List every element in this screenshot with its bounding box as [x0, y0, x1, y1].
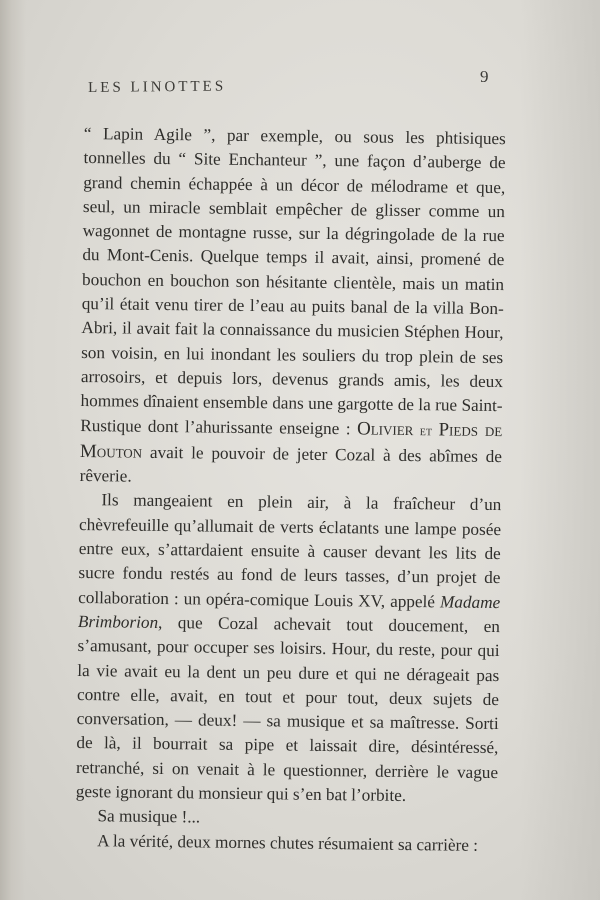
running-head: LES LINOTTES	[88, 78, 227, 96]
paragraph-3: Sa musique !...	[97, 806, 201, 827]
paragraph-2	[76, 488, 502, 809]
sign-et: et	[419, 423, 433, 439]
sign-pieds-de-mouton: Pieds de Mouton	[79, 418, 503, 463]
paragraph-1-end: avait le pouvoir de jeter Cozal à des abîmes de rêverie.	[79, 442, 503, 486]
body-text	[75, 122, 506, 858]
page-shadow	[520, 0, 600, 900]
paragraph-2-start: Ils mangeaient en plein air, à la fraîcheur d’un chèvrefeuille qu’allumait de verts éclatants une lampe posée entre eux, s’attardaient ensuite à causer devant les lits de sucre fondu restés au fond de leurs tasses, d’un projet de collaboration : un opéra-comique Louis XV, appelé	[78, 490, 502, 611]
paragraph-1-start: “ Lapin Agile ”, par exemple, ou sous les phtisiques tonnelles du “ Site Enchanteur ”, une façon d’auberge de grand chemin échappée à un décor de mélodrame et que, seul, un miracle semblait empêcher de glisser comme un wagonnet de montagne russe, sur la dégringolade de la rue du Mont-Cenis. Quelque temps il avait, ainsi, promené de bouchon en bouchon son hésitante clientèle, mais un matin qu’il était venu tirer de l’eau au puits banal de la villa Bon-Abri, il avait fait la connaissance du musicien Stéphen Hour, son voisin, en lui inondant les souliers du trop plein de ses arrosoirs, et depuis lors, devenus grands amis, les deux hommes dînaient ensemble dans une gargotte de la rue Saint-Rustique dont l’ahurissante enseigne :	[80, 123, 506, 438]
paragraph-4: A la vérité, deux mornes chutes résumaient sa carrière :	[97, 830, 479, 855]
page-gutter	[0, 0, 26, 900]
paragraph-1	[80, 122, 506, 494]
sign-olivier: Olivier	[356, 417, 414, 440]
page-number: 9	[480, 67, 489, 86]
paragraph-2-end: , que Cozal achevait tout doucement, en s’amusant, pour occuper ses loisirs. Hour, du reste, pour qui la vie avait eu la dent un peu dure et qui ne déragеait pas contre elle, avait, en tout et pour tout, deux sujets de conversation, — deux! — sa musique et sa maîtresse. Sorti de là, il bourrait sa pipe et laissait dire, désintéressé, retranché, si on venait à le questionner, derrière le vague geste ignorant du monsieur qui s’en bat l’orbite.	[75, 612, 500, 806]
opera-title: Madame Brimborion	[77, 592, 501, 632]
